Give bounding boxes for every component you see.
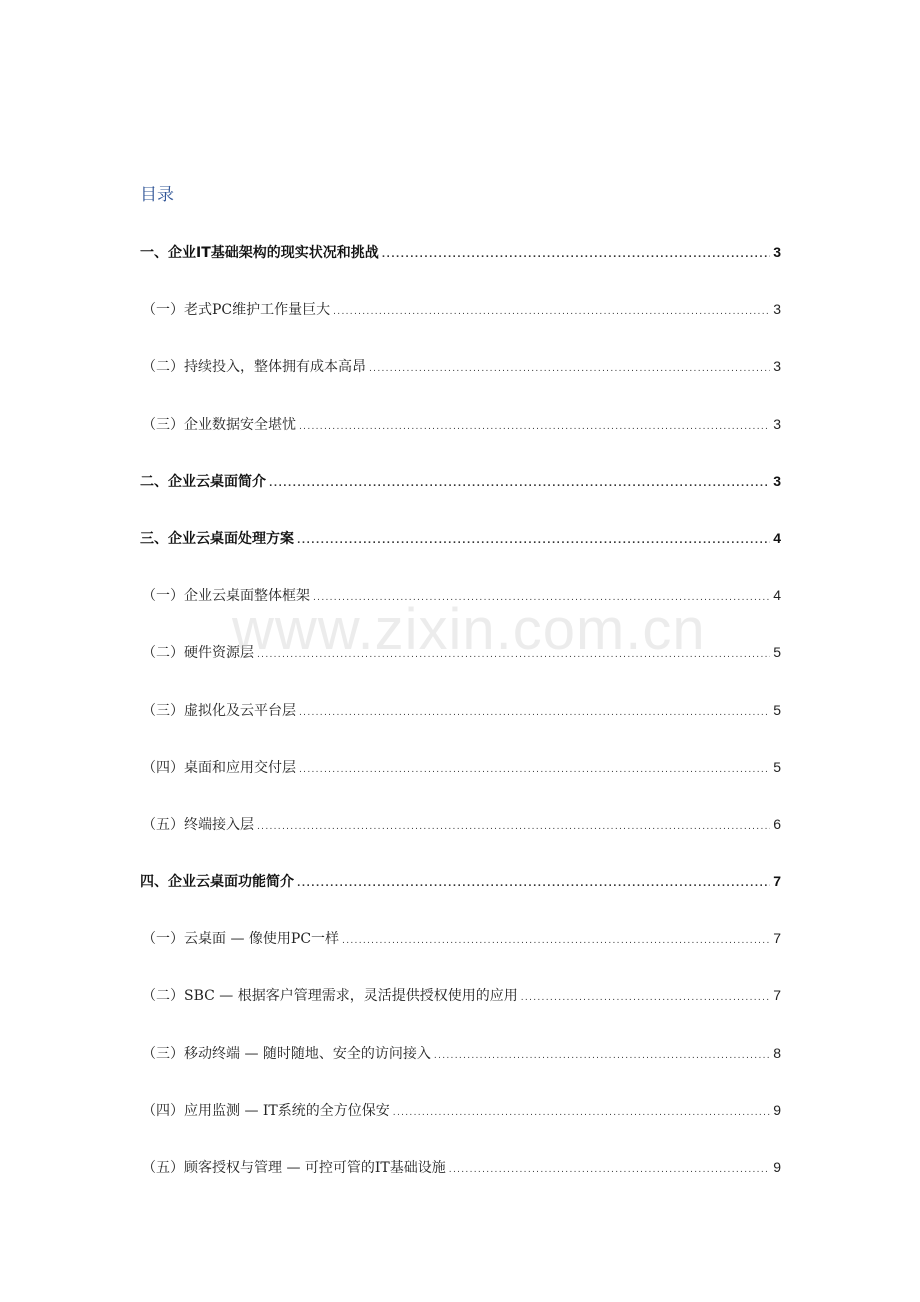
toc-page-number: 7: [773, 873, 781, 890]
toc-entry[interactable]: [140, 985, 781, 1042]
toc-entry-text: 四、企业云桌面功能简介: [140, 874, 294, 891]
toc-dot-leader: [434, 1051, 770, 1061]
toc-page-number: 5: [773, 644, 781, 661]
toc-page-number: 3: [773, 415, 781, 432]
toc-dot-leader: [382, 250, 770, 260]
toc-dot-leader: [297, 879, 770, 889]
toc-entry-text: （二）硬件资源层: [142, 645, 254, 662]
toc-entry[interactable]: [140, 928, 781, 985]
toc-dot-leader: [333, 307, 770, 317]
toc-entry[interactable]: [140, 299, 781, 356]
toc-entry-text: （一）云桌面 — 像使用PC一样: [142, 931, 340, 948]
toc-entry[interactable]: [140, 471, 781, 528]
toc-dot-leader: [449, 1165, 770, 1175]
toc-page-number: 3: [773, 358, 781, 375]
toc-dot-leader: [521, 993, 770, 1003]
toc-entry-text: （三）虚拟化及云平台层: [142, 702, 296, 719]
toc-entry-text: （五）终端接入层: [142, 816, 254, 833]
toc-list: [140, 242, 781, 1214]
toc-dot-leader: [269, 479, 770, 489]
toc-entry[interactable]: [140, 700, 781, 757]
toc-entry-text: （三）移动终端 — 随时随地、安全的访问接入: [142, 1045, 431, 1062]
toc-entry[interactable]: [140, 642, 781, 699]
toc-dot-leader: [369, 364, 770, 374]
toc-dot-leader: [299, 708, 770, 718]
watermark: www.zixin.com.cn: [232, 597, 706, 662]
toc-entry-text: （二）持续投入，整体拥有成本高昂: [142, 359, 366, 376]
toc-dot-leader: [257, 822, 770, 832]
toc-dot-leader: [299, 422, 770, 432]
toc-entry-text: （五）顾客授权与管理 — 可控可管的IT基础设施: [142, 1160, 446, 1176]
toc-entry[interactable]: [140, 814, 781, 871]
toc-entry[interactable]: [140, 585, 781, 642]
toc-page-number: 5: [773, 758, 781, 775]
toc-entry-text: （一）老式PC维护工作量巨大: [142, 302, 331, 319]
toc-page-number: 4: [773, 587, 781, 604]
toc-dot-leader: [342, 936, 770, 946]
toc-entry-text: （四）桌面和应用交付层: [142, 759, 296, 776]
toc-dot-leader: [297, 536, 770, 546]
toc-entry-text: 一、企业IT基础架构的现实状况和挑战: [140, 245, 379, 261]
toc-entry[interactable]: [140, 414, 781, 471]
toc-page-number: 9: [773, 1159, 781, 1175]
toc-entry-text: （二）SBC — 根据客户管理需求，灵活提供授权使用的应用: [142, 988, 518, 1005]
toc-page-number: 5: [773, 701, 781, 718]
toc-page-number: 3: [773, 244, 781, 260]
toc-dot-leader: [257, 650, 770, 660]
toc-entry[interactable]: [140, 242, 781, 299]
toc-page-number: 3: [773, 472, 781, 489]
toc-entry[interactable]: [140, 356, 781, 413]
toc-page-number: 4: [773, 529, 781, 546]
toc-entry[interactable]: [140, 1100, 781, 1157]
toc-title: 目录: [140, 185, 174, 205]
toc-page-number: 8: [773, 1044, 781, 1061]
toc-dot-leader: [313, 593, 770, 603]
toc-entry-text: 三、企业云桌面处理方案: [140, 530, 294, 547]
toc-entry-text: 二、企业云桌面简介: [140, 473, 266, 490]
toc-entry[interactable]: [140, 757, 781, 814]
toc-entry-text: （四）应用监测 — IT系统的全方位保安: [142, 1102, 390, 1119]
toc-entry[interactable]: [140, 871, 781, 928]
toc-entry[interactable]: [140, 1043, 781, 1100]
toc-page-number: 7: [773, 987, 781, 1004]
toc-page-number: 6: [773, 815, 781, 832]
toc-page-number: 9: [773, 1101, 781, 1118]
toc-entry-text: （一）企业云桌面整体框架: [142, 588, 310, 605]
toc-entry-text: （三）企业数据安全堪忧: [142, 416, 296, 433]
toc-dot-leader: [393, 1108, 770, 1118]
toc-entry[interactable]: [140, 528, 781, 585]
toc-entry[interactable]: [140, 1157, 781, 1214]
toc-dot-leader: [299, 765, 770, 775]
toc-page-number: 3: [773, 301, 781, 318]
toc-page-number: 7: [773, 930, 781, 947]
